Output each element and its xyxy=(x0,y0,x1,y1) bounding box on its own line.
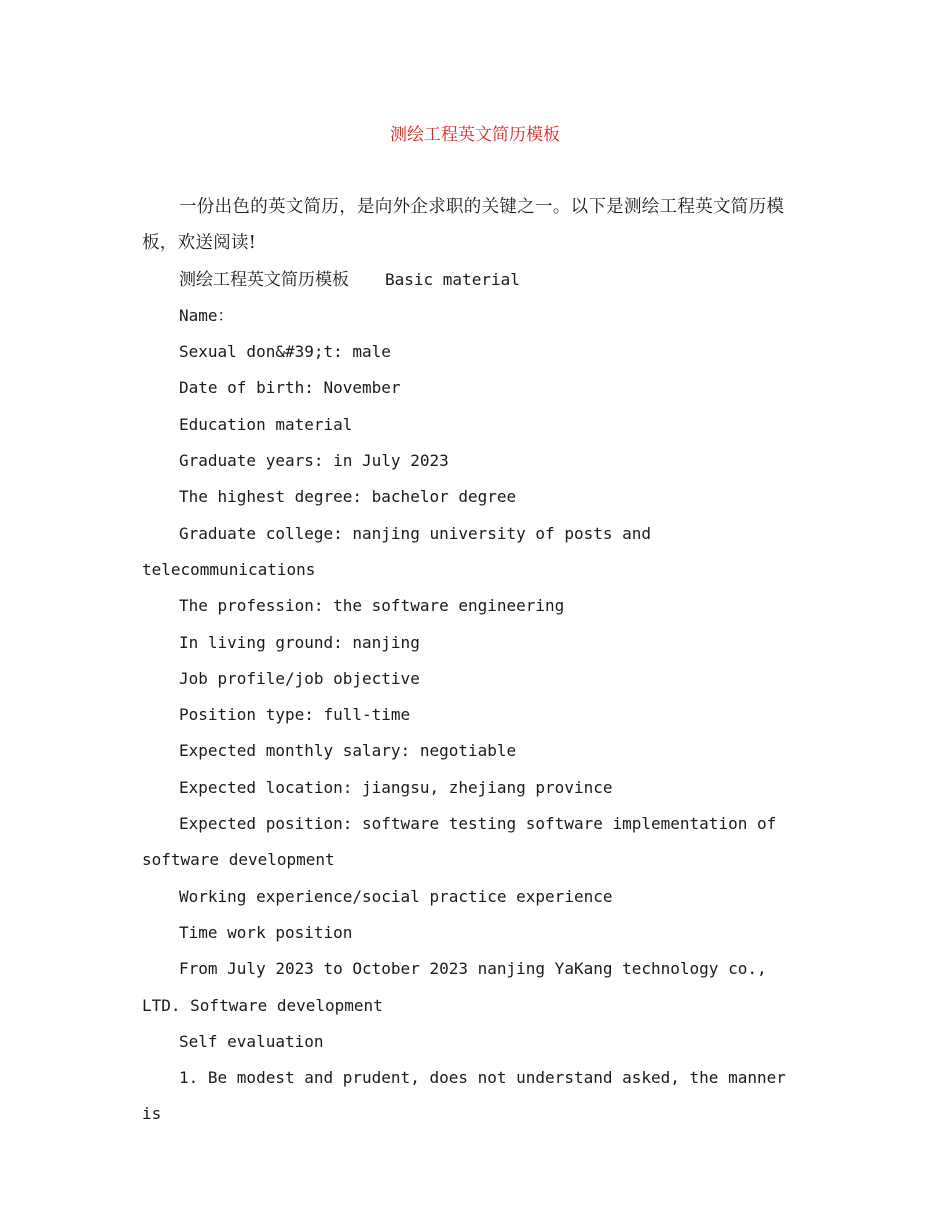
line-job-profile: Job profile/job objective xyxy=(179,668,420,688)
line-expected-salary: Expected monthly salary: negotiable xyxy=(179,741,517,761)
line-highest-degree: The highest degree: bachelor degree xyxy=(179,487,517,507)
heading-cn: 测绘工程英文简历模板 xyxy=(179,269,349,290)
section-heading-basic-material xyxy=(142,262,802,298)
line-living-ground: In living ground: nanjing xyxy=(179,632,420,652)
line-graduate-years: Graduate years: in July 2023 xyxy=(179,451,449,471)
line-expected-location: Expected location: jiangsu, zhejiang province xyxy=(179,777,613,797)
line-working-experience: Working experience/social practice experience xyxy=(179,886,613,906)
line-date-of-birth: Date of birth: November xyxy=(179,378,401,398)
line-work-entry: From July 2023 to October 2023 nanjing YaKang technology co., LTD. Software development xyxy=(142,959,767,1015)
line-graduate-college: Graduate college: nanjing university of posts and telecommunications xyxy=(142,523,652,579)
document-title: 测绘工程英文简历模板 xyxy=(390,125,560,145)
line-profession: The profession: the software engineering xyxy=(179,596,565,616)
line-sexual: Sexual don&#39;t: male xyxy=(179,342,391,362)
line-expected-position: Expected position: software testing software implementation of software development xyxy=(142,814,777,870)
line-evaluation-item-1: 1. Be modest and prudent, does not understand asked, the manner is xyxy=(142,1068,786,1124)
line-time-work-position: Time work position xyxy=(179,922,353,942)
line-position-type: Position type: full-time xyxy=(179,705,411,725)
intro-paragraph: 一份出色的英文简历，是向外企求职的关键之一。以下是测绘工程英文简历模板，欢送阅读! xyxy=(142,197,785,254)
line-education-material: Education material xyxy=(179,414,353,434)
line-name: Name： xyxy=(179,305,234,325)
document-body xyxy=(142,189,802,1133)
line-self-evaluation: Self evaluation xyxy=(179,1031,324,1051)
heading-en: Basic material xyxy=(385,269,520,289)
